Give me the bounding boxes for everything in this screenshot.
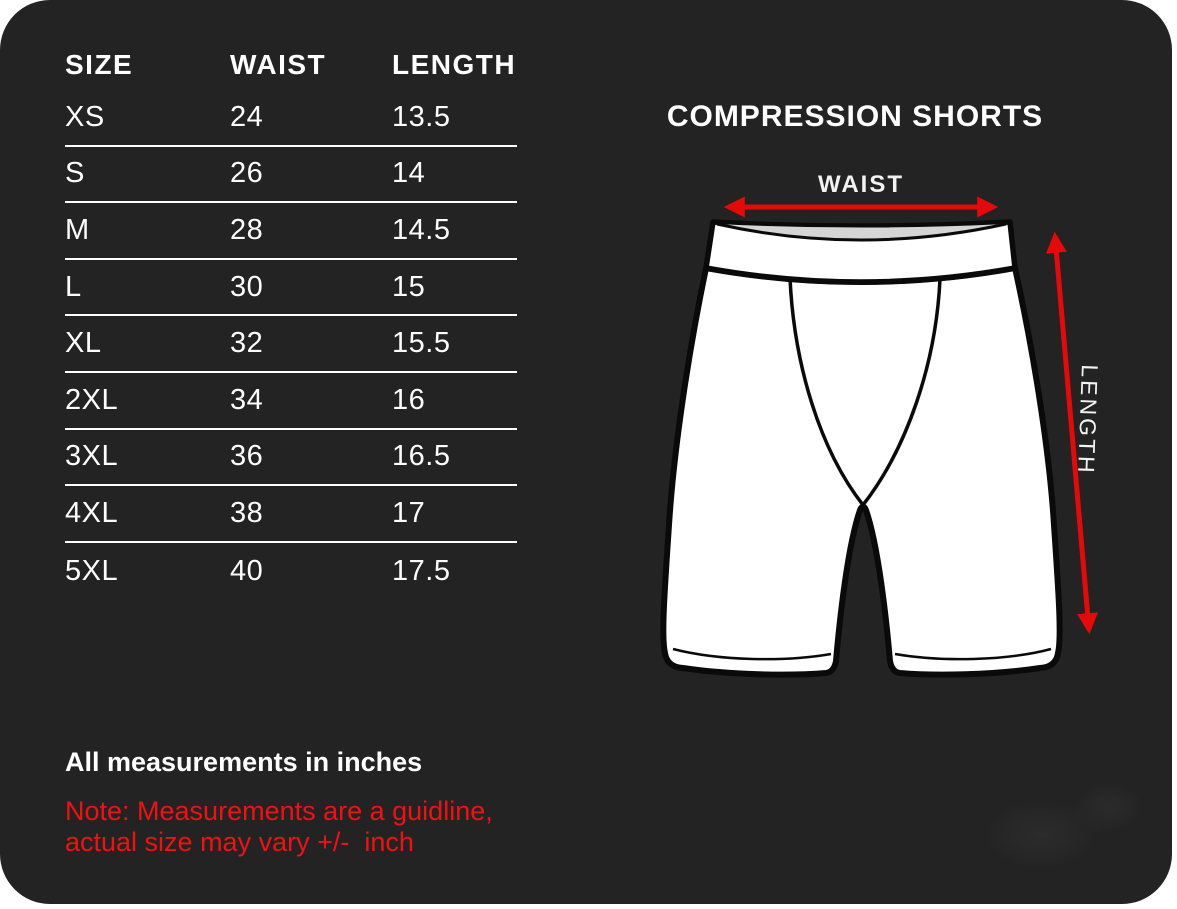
table-row-m <box>65 203 517 260</box>
length-value: 14.5 <box>392 213 451 246</box>
waist-value: 30 <box>230 270 264 303</box>
length-value: 17 <box>392 496 426 529</box>
length-value: 13.5 <box>392 100 451 133</box>
table-row-3xl <box>65 430 517 487</box>
size-value: L <box>65 270 82 303</box>
waist-value: 32 <box>230 327 264 360</box>
waist-value: 24 <box>230 100 264 133</box>
table-row-xl <box>65 316 517 373</box>
size-value: 2XL <box>65 383 119 416</box>
size-value: M <box>65 213 90 246</box>
length-dimension-label: LENGTH <box>1073 363 1103 477</box>
table-row-2xl <box>65 373 517 430</box>
waist-value: 34 <box>230 383 264 416</box>
table-header-row <box>65 40 517 90</box>
table-row-l <box>65 260 517 317</box>
size-value: 3XL <box>65 440 119 473</box>
table-row-xs <box>65 90 517 147</box>
units-note: All measurements in inches <box>65 747 423 777</box>
tolerance-note-line2: actual size may vary +/- inch <box>65 827 414 857</box>
waist-value: 40 <box>230 554 264 587</box>
waist-value: 38 <box>230 496 264 529</box>
length-value: 16 <box>392 383 426 416</box>
shorts-body-outline <box>663 268 1059 675</box>
size-value: XS <box>65 100 105 133</box>
waist-value: 28 <box>230 213 264 246</box>
length-value: 17.5 <box>392 554 451 587</box>
size-value: XL <box>65 327 102 360</box>
size-value: 5XL <box>65 554 119 587</box>
tolerance-note <box>65 796 493 858</box>
table-row-4xl <box>65 486 517 543</box>
column-header-waist: WAIST <box>230 49 327 80</box>
table-row-5xl <box>65 543 517 600</box>
diagram-title: COMPRESSION SHORTS <box>666 100 1044 133</box>
compression-shorts-drawing <box>640 175 1120 685</box>
size-value: 4XL <box>65 496 119 529</box>
waist-value: 36 <box>230 440 264 473</box>
length-value: 15.5 <box>392 327 451 360</box>
size-table <box>65 40 517 599</box>
ghost-logo-watermark <box>940 760 1165 895</box>
length-value: 14 <box>392 157 426 190</box>
column-header-length: LENGTH <box>392 49 517 80</box>
tolerance-note-line1: Note: Measurements are a guidline, <box>65 796 493 826</box>
length-arrow <box>1055 236 1089 630</box>
table-row-s <box>65 147 517 204</box>
waist-value: 26 <box>230 157 264 190</box>
column-header-size: SIZE <box>65 49 134 80</box>
waist-dimension-label: WAIST <box>818 171 904 198</box>
size-value: S <box>65 157 85 190</box>
length-value: 16.5 <box>392 440 451 473</box>
length-value: 15 <box>392 270 426 303</box>
